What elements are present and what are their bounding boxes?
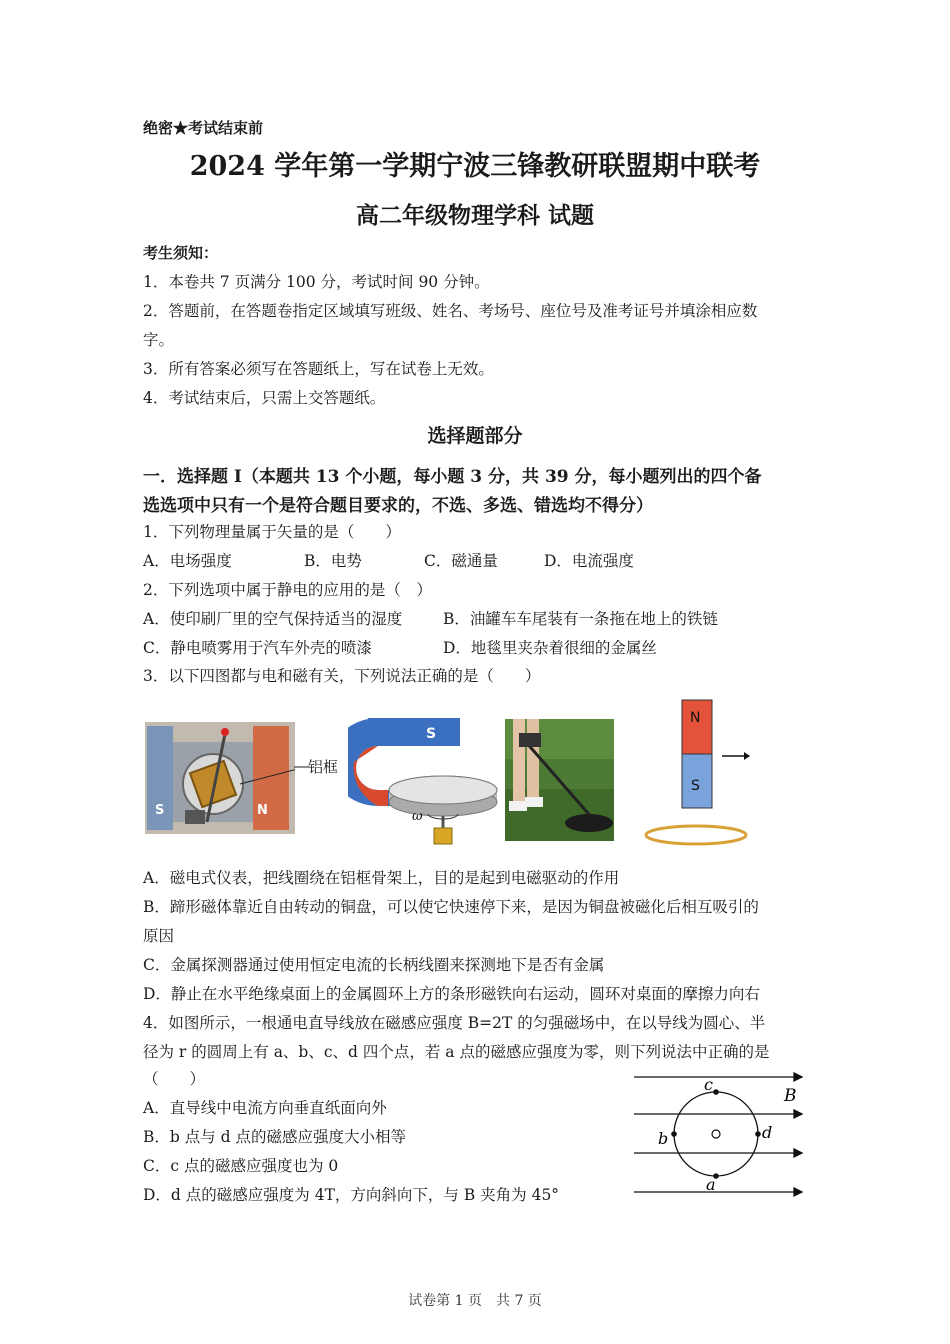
bar-magnet-s-label: S bbox=[691, 778, 700, 794]
question-2-stem: 2．下列选项中属于静电的应用的是（ ） bbox=[143, 581, 432, 599]
magnetic-field-figure bbox=[630, 1068, 810, 1204]
field-b-label: B bbox=[784, 1086, 797, 1106]
horseshoe-s-label: S bbox=[426, 726, 437, 742]
q2-option-a: A．使印刷厂里的空气保持适当的湿度 bbox=[143, 610, 403, 628]
q2-option-d: D．地毯里夹杂着很细的金属丝 bbox=[443, 639, 657, 657]
q3-option-a: A．磁电式仪表，把线圈绕在铝框骨架上，目的是起到电磁驱动的作用 bbox=[143, 869, 620, 887]
notice-item: 4．考试结束后，只需上交答题纸。 bbox=[143, 389, 386, 407]
exam-subtitle: 高二年级物理学科 试题 bbox=[355, 202, 594, 229]
q1-option-a: A．电场强度 bbox=[143, 552, 232, 570]
bar-magnet-ring-figure bbox=[640, 698, 756, 850]
section-title: 选择题部分 bbox=[427, 425, 523, 447]
notice-item: 字。 bbox=[143, 331, 175, 349]
q4-option-a: A．直导线中电流方向垂直纸面向外 bbox=[143, 1099, 387, 1117]
point-c-label: c bbox=[704, 1075, 713, 1094]
q3-option-b: B．蹄形磁体靠近自由转动的铜盘，可以使它快速停下来，是因为铜盘被磁化后相互吸引的 bbox=[143, 898, 759, 916]
galvanometer-figure bbox=[145, 722, 295, 834]
q3-option-b-cont: 原因 bbox=[143, 927, 175, 945]
q1-option-d: D．电流强度 bbox=[544, 552, 634, 570]
q2-option-c: C．静电喷雾用于汽车外壳的喷漆 bbox=[143, 639, 372, 657]
notice-item: 3．所有答案必须写在答题纸上，写在试卷上无效。 bbox=[143, 360, 494, 378]
horseshoe-magnet-figure bbox=[348, 710, 498, 850]
q1-option-b: B．电势 bbox=[304, 552, 362, 570]
frame-label: 铝框 bbox=[308, 758, 339, 776]
point-d-label: d bbox=[762, 1123, 773, 1142]
point-b-label: b bbox=[658, 1129, 669, 1148]
q3-option-c: C．金属探测器通过使用恒定电流的长柄线圈来探测地下是否有金属 bbox=[143, 956, 605, 974]
exam-title: 2024 学年第一学期宁波三锋教研联盟期中联考 bbox=[189, 151, 761, 182]
notice-item: 2．答题前，在答题卷指定区域填写班级、姓名、考场号、座位号及准考证号并填涂相应数 bbox=[143, 302, 758, 320]
point-a-label: a bbox=[706, 1175, 716, 1194]
q1-option-c: C．磁通量 bbox=[424, 552, 498, 570]
question-4-paren: （ ） bbox=[143, 1070, 206, 1088]
question-4-stem-cont: 径为 r 的圆周上有 a、b、c、d 四个点，若 a 点的磁感应强度为零，则下列说法中正确的是 bbox=[143, 1043, 770, 1061]
notice-item: 1．本卷共 7 页满分 100 分，考试时间 90 分钟。 bbox=[143, 273, 490, 291]
galvanometer-n-label: N bbox=[257, 803, 268, 818]
galvanometer-s-label: S bbox=[155, 803, 165, 818]
q3-option-d: D．静止在水平绝缘桌面上的金属圆环上方的条形磁铁向右运动，圆环对桌面的摩擦力向右 bbox=[143, 985, 760, 1003]
frame-leader-line bbox=[294, 765, 310, 769]
q2-option-b: B．油罐车车尾装有一条拖在地上的铁链 bbox=[443, 610, 718, 628]
question-4-stem: 4．如图所示，一根通电直导线放在磁感应强度 B=2T 的匀强磁场中，在以导线为圆心、半 bbox=[143, 1014, 766, 1032]
q4-option-c: C．c 点的磁感应强度也为 0 bbox=[143, 1157, 339, 1175]
q4-option-d: D．d 点的磁感应强度为 4T，方向斜向下，与 B 夹角为 45° bbox=[143, 1186, 560, 1204]
q4-option-b: B．b 点与 d 点的磁感应强度大小相等 bbox=[143, 1128, 407, 1146]
bar-magnet-n-label: N bbox=[690, 710, 701, 726]
question-3-stem: 3．以下四图都与电和磁有关，下列说法正确的是（ ） bbox=[143, 667, 541, 685]
part-heading: 选选项中只有一个是符合题目要求的，不选、多选、错选均不得分） bbox=[143, 496, 653, 516]
question-1-stem: 1．下列物理量属于矢量的是（ ） bbox=[143, 523, 401, 541]
page-footer: 试卷第 1 页 共 7 页 bbox=[408, 1293, 542, 1309]
metal-detector-photo bbox=[505, 719, 614, 841]
part-heading: 一．选择题 I（本题共 13 个小题，每小题 3 分，共 39 分，每小题列出的四个备 bbox=[143, 467, 762, 487]
notice-heading: 考生须知： bbox=[143, 244, 219, 262]
confidential-mark: 绝密★考试结束前 bbox=[143, 119, 264, 137]
omega-label: ω bbox=[412, 809, 423, 824]
